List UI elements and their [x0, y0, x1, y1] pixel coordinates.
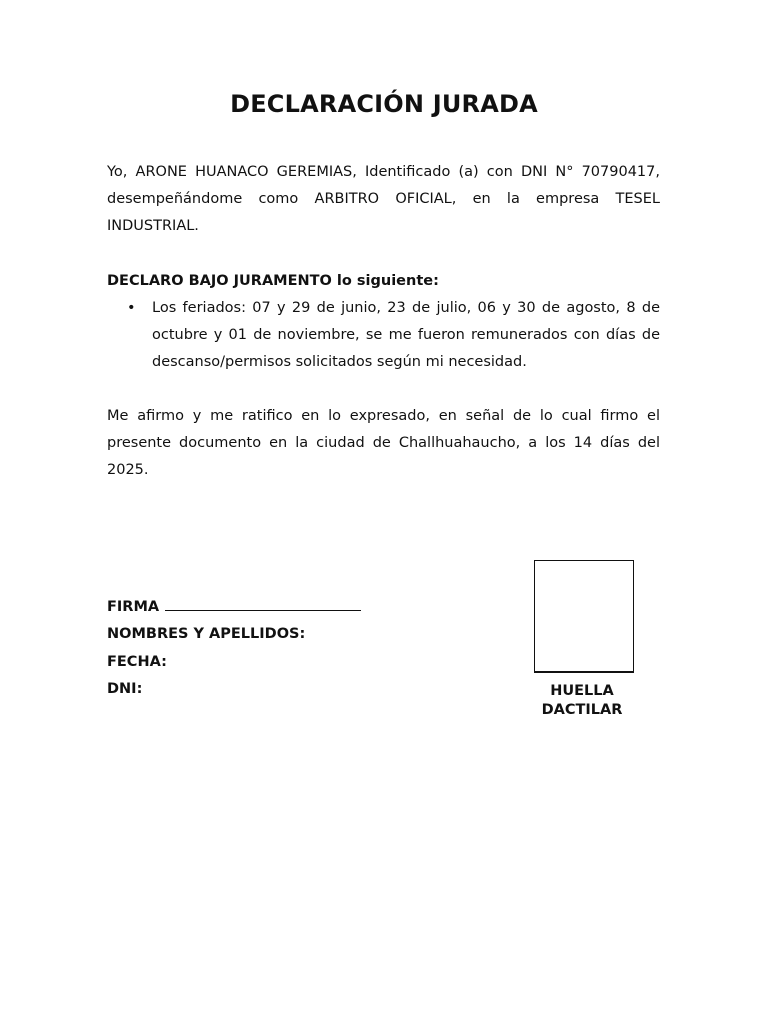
dni-label: DNI:: [107, 680, 143, 697]
bullet-icon: •: [127, 300, 136, 316]
closing-paragraph: Me afirmo y me ratifico en lo expresado, en señal de lo cual firmo el presente documento en la ciudad de Challhuahaucho, a los 14 días del 2025.: [107, 408, 660, 479]
firma-row: [107, 594, 361, 621]
document-title: DECLARACIÓN JURADA: [230, 90, 538, 118]
fingerprint-label-line1: HUELLA: [550, 683, 614, 699]
nombres-label: NOMBRES Y APELLIDOS:: [107, 626, 306, 643]
list-item-text: Los feriados: 07 y 29 de junio, 23 de julio, 06 y 30 de agosto, 8 de octubre y 01 de noviembre, se me fueron remunerados con días de descanso/permisos solicitados según mi necesidad.: [152, 300, 660, 371]
fingerprint-label-line2: DACTILAR: [541, 701, 623, 718]
fingerprint-label: [522, 682, 642, 719]
list-item: [107, 295, 660, 377]
declaration-list: [107, 295, 660, 377]
intro-paragraph: Yo, ARONE HUANACO GEREMIAS, Identificado (a) con DNI N° 70790417, desempeñándome como ARBITRO OFICIAL, en la empresa TESEL INDUSTRIAL.: [107, 164, 660, 235]
firma-signature-line: [165, 596, 361, 611]
declaration-heading: DECLARO BAJO JURAMENTO lo siguiente:: [107, 273, 439, 289]
fecha-label: FECHA:: [107, 653, 167, 670]
fingerprint-box: [534, 560, 634, 673]
signature-block: [107, 594, 361, 703]
firma-label: FIRMA: [107, 599, 160, 615]
